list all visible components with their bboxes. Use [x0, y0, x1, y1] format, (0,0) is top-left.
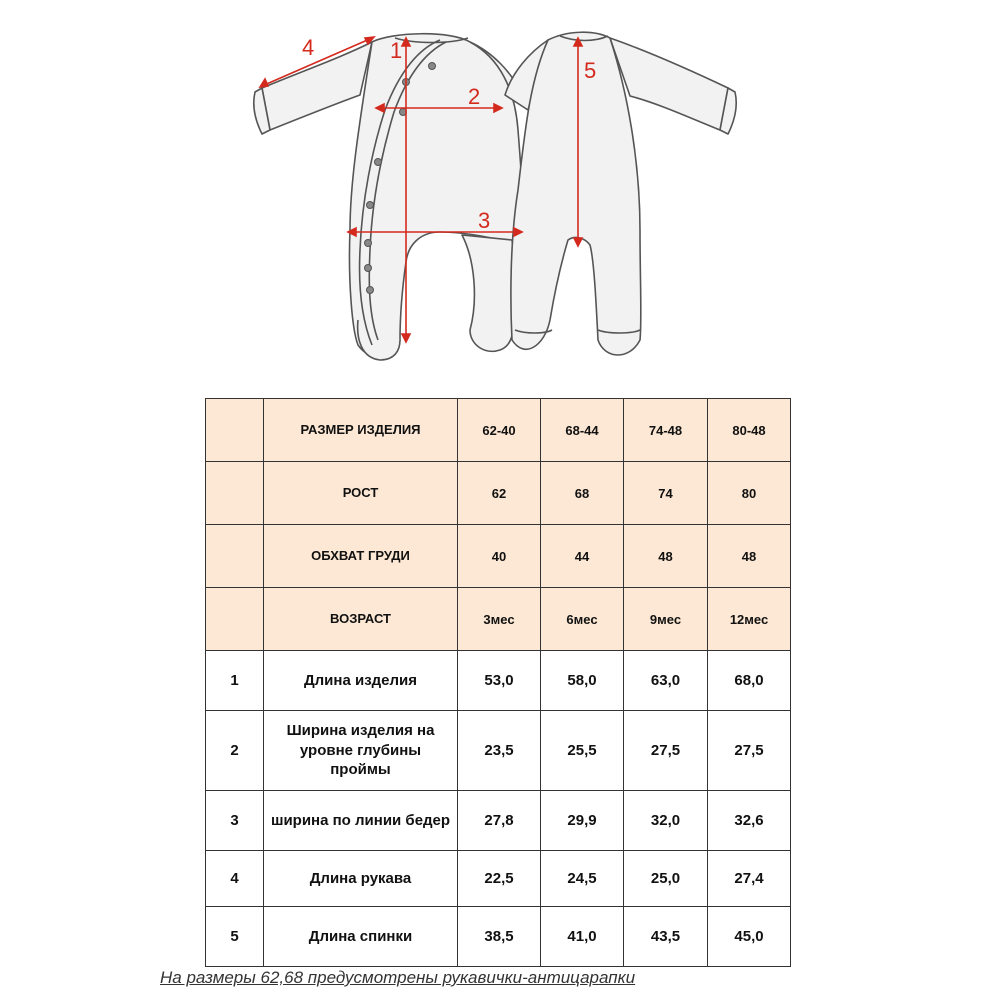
measure-label-2: 2	[468, 84, 481, 109]
table-header-row	[206, 399, 791, 462]
table-row	[206, 907, 791, 967]
size-value-cell: 38,5	[458, 907, 541, 967]
size-value-cell: 24,5	[541, 851, 624, 907]
size-value-cell: 27,5	[624, 711, 708, 791]
romper-front-view	[254, 34, 523, 360]
size-value-cell: 12мес	[708, 588, 791, 651]
measure-label-1: 1	[390, 38, 403, 63]
table-header-row	[206, 588, 791, 651]
row-number	[206, 588, 264, 651]
size-value-cell: 25,0	[624, 851, 708, 907]
size-value-cell: 25,5	[541, 711, 624, 791]
table-row	[206, 651, 791, 711]
size-value-cell: 41,0	[541, 907, 624, 967]
row-label: РОСТ	[264, 462, 458, 525]
row-number	[206, 525, 264, 588]
size-value-cell: 48	[708, 525, 791, 588]
front-right-foot	[462, 235, 514, 351]
row-number: 5	[206, 907, 264, 967]
table-row	[206, 851, 791, 907]
size-value-cell: 80-48	[708, 399, 791, 462]
size-value-cell: 40	[458, 525, 541, 588]
size-value-cell: 32,0	[624, 791, 708, 851]
table-header-row	[206, 462, 791, 525]
romper-diagram	[0, 0, 1000, 380]
row-number: 3	[206, 791, 264, 851]
size-value-cell: 29,9	[541, 791, 624, 851]
size-value-cell: 43,5	[624, 907, 708, 967]
row-number: 4	[206, 851, 264, 907]
measure-label-5: 5	[584, 58, 597, 83]
row-number: 2	[206, 711, 264, 791]
front-left-sleeve	[262, 42, 372, 130]
table-row	[206, 711, 791, 791]
size-table	[205, 398, 791, 967]
size-value-cell: 68,0	[708, 651, 791, 711]
footnote: На размеры 62,68 предусмотрены рукавички-антицарапки	[160, 968, 636, 987]
row-label: Длина спинки	[264, 907, 458, 967]
size-value-cell: 27,4	[708, 851, 791, 907]
row-label: РАЗМЕР ИЗДЕЛИЯ	[264, 399, 458, 462]
size-value-cell: 63,0	[624, 651, 708, 711]
table-header-row	[206, 525, 791, 588]
size-value-cell: 48	[624, 525, 708, 588]
size-value-cell: 80	[708, 462, 791, 525]
size-value-cell: 3мес	[458, 588, 541, 651]
row-label: ширина по линии бедер	[264, 791, 458, 851]
romper-back-view	[505, 32, 736, 355]
size-value-cell: 74	[624, 462, 708, 525]
measure-label-3: 3	[478, 208, 491, 233]
row-label: ВОЗРАСТ	[264, 588, 458, 651]
size-value-cell: 53,0	[458, 651, 541, 711]
row-label: Длина изделия	[264, 651, 458, 711]
size-value-cell: 68	[541, 462, 624, 525]
size-value-cell: 32,6	[708, 791, 791, 851]
size-value-cell: 27,5	[708, 711, 791, 791]
size-value-cell: 9мес	[624, 588, 708, 651]
size-value-cell: 62-40	[458, 399, 541, 462]
size-value-cell: 22,5	[458, 851, 541, 907]
size-value-cell: 6мес	[541, 588, 624, 651]
size-value-cell: 23,5	[458, 711, 541, 791]
size-value-cell: 58,0	[541, 651, 624, 711]
size-value-cell: 62	[458, 462, 541, 525]
row-number: 1	[206, 651, 264, 711]
row-label: Ширина изделия на уровне глубины проймы	[264, 711, 458, 791]
size-table-body	[206, 399, 791, 967]
size-value-cell: 45,0	[708, 907, 791, 967]
size-value-cell: 68-44	[541, 399, 624, 462]
row-number	[206, 462, 264, 525]
size-value-cell: 74-48	[624, 399, 708, 462]
measure-label-4: 4	[302, 35, 315, 60]
size-value-cell: 44	[541, 525, 624, 588]
row-number	[206, 399, 264, 462]
size-value-cell: 27,8	[458, 791, 541, 851]
row-label: ОБХВАТ ГРУДИ	[264, 525, 458, 588]
table-row	[206, 791, 791, 851]
row-label: Длина рукава	[264, 851, 458, 907]
